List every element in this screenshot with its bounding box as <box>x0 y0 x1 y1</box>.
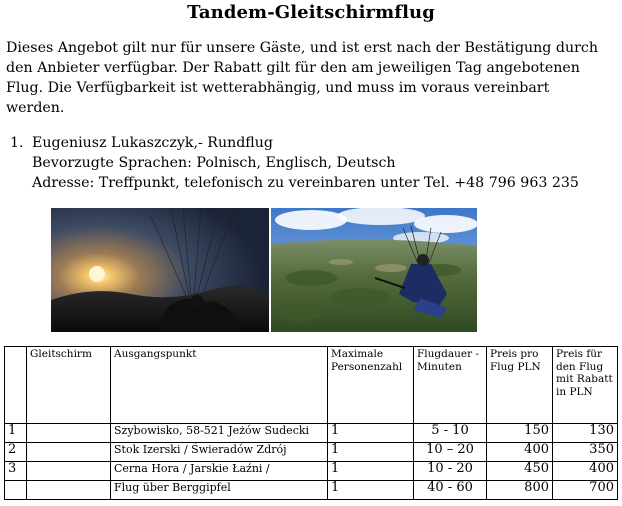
table-row <box>5 443 618 462</box>
cell-price: 150 <box>487 424 553 443</box>
column-header-duration: Flugdauer - Minuten <box>414 347 487 424</box>
tandem-flight-image <box>271 208 477 332</box>
table-row <box>5 424 618 443</box>
list-number: 1. <box>10 135 24 151</box>
cell-price: 800 <box>487 481 553 500</box>
provider-languages: Bevorzugte Sprachen: Polnisch, Englisch, Deutsch <box>32 155 396 171</box>
cell-start: Flug über Berggipfel <box>111 481 328 500</box>
cell-discount-price: 700 <box>553 481 618 500</box>
page-title: Tandem-Gleitschirmflug <box>187 2 435 23</box>
cell-start: Cerna Hora / Jarskie Łaźni / <box>111 462 328 481</box>
cell-duration: 40 - 60 <box>414 481 487 500</box>
cell-glider <box>27 481 111 500</box>
cell-discount-price: 400 <box>553 462 618 481</box>
cell-discount-price: 130 <box>553 424 618 443</box>
cell-glider <box>27 424 111 443</box>
provider-name: Eugeniusz Lukaszczyk,- Rundflug <box>32 135 273 151</box>
tandem-flight-over-landscape-photo <box>271 208 477 332</box>
table-row <box>5 462 618 481</box>
column-header-glider: Gleitschirm <box>27 347 111 424</box>
cell-persons: 1 <box>328 424 414 443</box>
price-table <box>4 346 618 500</box>
cell-nr: 3 <box>5 462 27 481</box>
cell-nr <box>5 481 27 500</box>
column-header-discount-price: Preis für den Flug mit Rabatt in PLN <box>553 347 618 424</box>
cell-start: Stok Izerski / Świeradów Zdrój <box>111 443 328 462</box>
cell-nr: 1 <box>5 424 27 443</box>
cell-duration: 10 - 20 <box>414 462 487 481</box>
table-header-row <box>5 347 618 424</box>
column-header-price: Preis pro Flug PLN <box>487 347 553 424</box>
column-header-nr <box>5 347 27 424</box>
cell-price: 450 <box>487 462 553 481</box>
provider-address: Adresse: Treffpunkt, telefonisch zu vereinbaren unter Tel. +48 796 963 235 <box>32 175 579 191</box>
cell-duration: 10 – 20 <box>414 443 487 462</box>
cell-glider <box>27 443 111 462</box>
cell-price: 400 <box>487 443 553 462</box>
sunset-paraglider-photo <box>51 208 269 332</box>
cell-duration: 5 - 10 <box>414 424 487 443</box>
cell-start: Szybowisko, 58-521 Jeżów Sudecki <box>111 424 328 443</box>
cell-nr: 2 <box>5 443 27 462</box>
sunset-paraglider-image <box>51 208 269 332</box>
intro-paragraph: Dieses Angebot gilt nur für unsere Gäste, und ist erst nach der Bestätigung durch den Anbieter verfügbar. Der Rabatt gilt für den am jeweiligen Tag angebotenen Flug. Die Verfügbarkeit ist wetterabhängig, und muss im voraus vereinbart werden. <box>6 40 598 116</box>
cell-discount-price: 350 <box>553 443 618 462</box>
table-row <box>5 481 618 500</box>
column-header-persons: Maximale Personenzahl <box>328 347 414 424</box>
column-header-start: Ausgangspunkt <box>111 347 328 424</box>
cell-persons: 1 <box>328 462 414 481</box>
cell-glider <box>27 462 111 481</box>
cell-persons: 1 <box>328 443 414 462</box>
cell-persons: 1 <box>328 481 414 500</box>
